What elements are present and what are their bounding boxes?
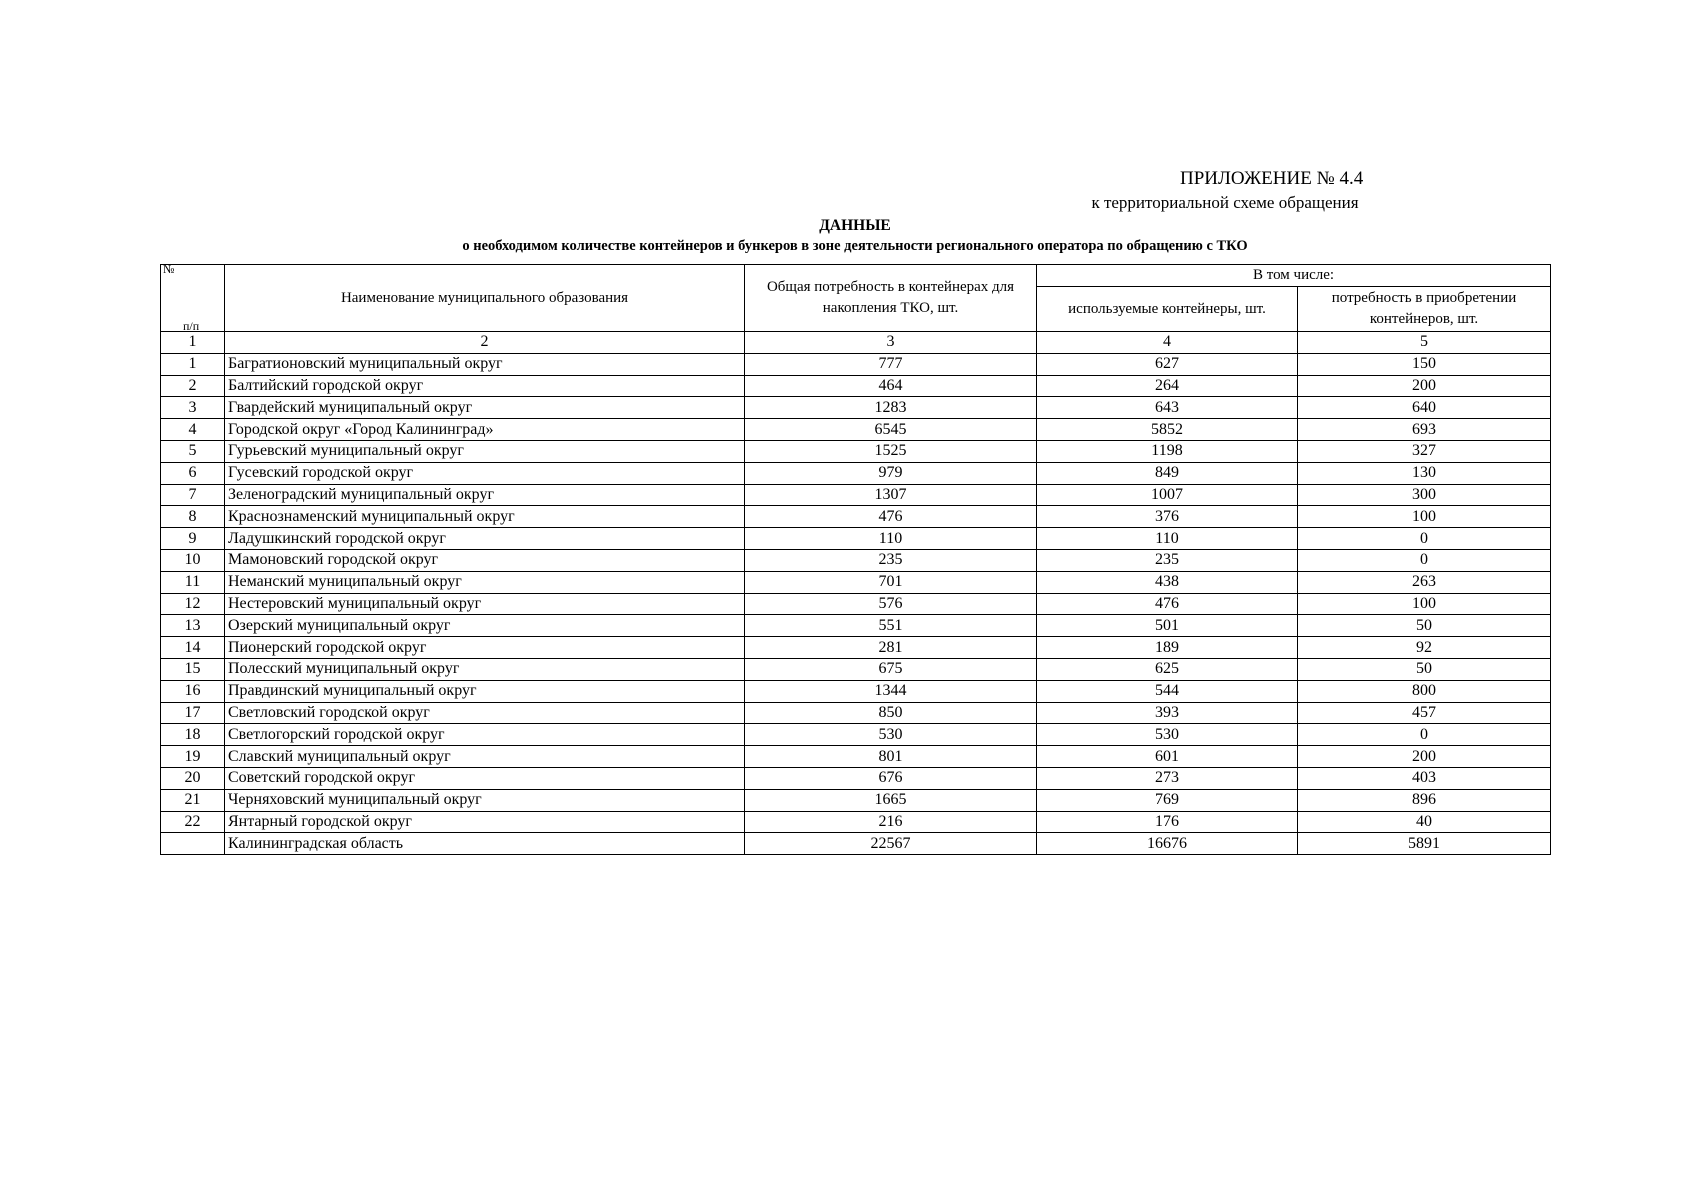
used-containers: 769 bbox=[1037, 789, 1298, 811]
municipality-name: Нестеровский муниципальный округ bbox=[225, 593, 745, 615]
header-number bbox=[161, 265, 225, 332]
total-need: 701 bbox=[745, 571, 1037, 593]
municipality-name: Городской округ «Город Калининград» bbox=[225, 419, 745, 441]
total-need: 1344 bbox=[745, 680, 1037, 702]
purchase-need: 263 bbox=[1298, 571, 1551, 593]
purchase-need: 50 bbox=[1298, 658, 1551, 680]
purchase-need: 0 bbox=[1298, 724, 1551, 746]
purchase-need: 200 bbox=[1298, 375, 1551, 397]
used-containers: 16676 bbox=[1037, 833, 1298, 855]
header-total: Общая потребность в контейнерах для накопления ТКО, шт. bbox=[745, 265, 1037, 332]
total-need: 850 bbox=[745, 702, 1037, 724]
municipality-name: Мамоновский городской округ bbox=[225, 549, 745, 571]
row-number: 16 bbox=[161, 680, 225, 702]
total-row bbox=[161, 833, 1551, 855]
used-containers: 189 bbox=[1037, 637, 1298, 659]
purchase-need: 100 bbox=[1298, 593, 1551, 615]
column-number: 4 bbox=[1037, 332, 1298, 354]
used-containers: 601 bbox=[1037, 746, 1298, 768]
row-number: 8 bbox=[161, 506, 225, 528]
table-row bbox=[161, 658, 1551, 680]
purchase-need: 40 bbox=[1298, 811, 1551, 833]
total-need: 801 bbox=[745, 746, 1037, 768]
purchase-need: 0 bbox=[1298, 528, 1551, 550]
municipality-name: Неманский муниципальный округ bbox=[225, 571, 745, 593]
table-row bbox=[161, 397, 1551, 419]
row-number: 14 bbox=[161, 637, 225, 659]
purchase-need: 403 bbox=[1298, 767, 1551, 789]
municipality-name: Балтийский городской округ bbox=[225, 375, 745, 397]
used-containers: 476 bbox=[1037, 593, 1298, 615]
table-row bbox=[161, 375, 1551, 397]
total-need: 281 bbox=[745, 637, 1037, 659]
total-need: 1307 bbox=[745, 484, 1037, 506]
table-row bbox=[161, 419, 1551, 441]
purchase-need: 92 bbox=[1298, 637, 1551, 659]
document-title: ДАННЫЕ bbox=[819, 217, 891, 234]
purchase-need: 50 bbox=[1298, 615, 1551, 637]
used-containers: 273 bbox=[1037, 767, 1298, 789]
table-row bbox=[161, 353, 1551, 375]
column-number: 2 bbox=[225, 332, 745, 354]
purchase-need: 5891 bbox=[1298, 833, 1551, 855]
row-number: 13 bbox=[161, 615, 225, 637]
purchase-need: 200 bbox=[1298, 746, 1551, 768]
table-row bbox=[161, 746, 1551, 768]
header-row-top bbox=[161, 265, 1551, 287]
table-body bbox=[161, 353, 1551, 854]
used-containers: 544 bbox=[1037, 680, 1298, 702]
purchase-need: 130 bbox=[1298, 462, 1551, 484]
used-containers: 849 bbox=[1037, 462, 1298, 484]
used-containers: 438 bbox=[1037, 571, 1298, 593]
table-row bbox=[161, 440, 1551, 462]
header-including: В том числе: bbox=[1037, 265, 1551, 287]
column-number: 3 bbox=[745, 332, 1037, 354]
purchase-need: 327 bbox=[1298, 440, 1551, 462]
municipality-name: Ладушкинский городской округ bbox=[225, 528, 745, 550]
column-number: 1 bbox=[161, 332, 225, 354]
used-containers: 5852 bbox=[1037, 419, 1298, 441]
purchase-need: 100 bbox=[1298, 506, 1551, 528]
row-number bbox=[161, 833, 225, 855]
appendix-title: ПРИЛОЖЕНИЕ № 4.4 bbox=[1180, 168, 1364, 189]
row-number: 9 bbox=[161, 528, 225, 550]
row-number: 22 bbox=[161, 811, 225, 833]
used-containers: 1007 bbox=[1037, 484, 1298, 506]
municipality-name: Багратионовский муниципальный округ bbox=[225, 353, 745, 375]
table-row bbox=[161, 724, 1551, 746]
row-number: 10 bbox=[161, 549, 225, 571]
used-containers: 627 bbox=[1037, 353, 1298, 375]
table-row bbox=[161, 702, 1551, 724]
row-number: 4 bbox=[161, 419, 225, 441]
purchase-need: 693 bbox=[1298, 419, 1551, 441]
table-row bbox=[161, 506, 1551, 528]
total-need: 6545 bbox=[745, 419, 1037, 441]
table-row bbox=[161, 615, 1551, 637]
used-containers: 376 bbox=[1037, 506, 1298, 528]
municipality-name: Правдинский муниципальный округ bbox=[225, 680, 745, 702]
purchase-need: 0 bbox=[1298, 549, 1551, 571]
purchase-need: 896 bbox=[1298, 789, 1551, 811]
used-containers: 110 bbox=[1037, 528, 1298, 550]
column-number: 5 bbox=[1298, 332, 1551, 354]
row-number: 20 bbox=[161, 767, 225, 789]
used-containers: 264 bbox=[1037, 375, 1298, 397]
total-need: 1665 bbox=[745, 789, 1037, 811]
purchase-need: 150 bbox=[1298, 353, 1551, 375]
header-number-sign: № bbox=[163, 264, 175, 276]
used-containers: 1198 bbox=[1037, 440, 1298, 462]
header-need: потребность в приобретении контейнеров, шт. bbox=[1298, 287, 1551, 332]
header-used: используемые контейнеры, шт. bbox=[1037, 287, 1298, 332]
row-number: 7 bbox=[161, 484, 225, 506]
row-number: 15 bbox=[161, 658, 225, 680]
municipality-name: Гвардейский муниципальный округ bbox=[225, 397, 745, 419]
total-need: 576 bbox=[745, 593, 1037, 615]
total-need: 551 bbox=[745, 615, 1037, 637]
row-number: 11 bbox=[161, 571, 225, 593]
row-number: 3 bbox=[161, 397, 225, 419]
municipality-name: Краснознаменский муниципальный округ bbox=[225, 506, 745, 528]
municipality-name: Полесский муниципальный округ bbox=[225, 658, 745, 680]
total-need: 979 bbox=[745, 462, 1037, 484]
municipality-name: Зеленоградский муниципальный округ bbox=[225, 484, 745, 506]
total-need: 777 bbox=[745, 353, 1037, 375]
used-containers: 393 bbox=[1037, 702, 1298, 724]
total-need: 216 bbox=[745, 811, 1037, 833]
total-need: 110 bbox=[745, 528, 1037, 550]
total-need: 676 bbox=[745, 767, 1037, 789]
row-number: 17 bbox=[161, 702, 225, 724]
used-containers: 643 bbox=[1037, 397, 1298, 419]
containers-table bbox=[160, 264, 1551, 855]
municipality-name: Гурьевский муниципальный округ bbox=[225, 440, 745, 462]
row-number: 2 bbox=[161, 375, 225, 397]
municipality-name: Пионерский городской округ bbox=[225, 637, 745, 659]
row-number: 21 bbox=[161, 789, 225, 811]
table-row bbox=[161, 767, 1551, 789]
row-number: 12 bbox=[161, 593, 225, 615]
table-row bbox=[161, 789, 1551, 811]
appendix-subtitle: к территориальной схеме обращения bbox=[1091, 193, 1359, 212]
table-row bbox=[161, 571, 1551, 593]
table-row bbox=[161, 637, 1551, 659]
purchase-need: 640 bbox=[1298, 397, 1551, 419]
table-row bbox=[161, 462, 1551, 484]
row-number: 18 bbox=[161, 724, 225, 746]
municipality-name: Светлогорский городской округ bbox=[225, 724, 745, 746]
table-row bbox=[161, 811, 1551, 833]
table-row bbox=[161, 549, 1551, 571]
purchase-need: 800 bbox=[1298, 680, 1551, 702]
municipality-name: Янтарный городской округ bbox=[225, 811, 745, 833]
row-number: 5 bbox=[161, 440, 225, 462]
municipality-name: Калининградская область bbox=[225, 833, 745, 855]
used-containers: 501 bbox=[1037, 615, 1298, 637]
used-containers: 176 bbox=[1037, 811, 1298, 833]
used-containers: 625 bbox=[1037, 658, 1298, 680]
municipality-name: Советский городской округ bbox=[225, 767, 745, 789]
municipality-name: Светловский городской округ bbox=[225, 702, 745, 724]
total-need: 476 bbox=[745, 506, 1037, 528]
header-name: Наименование муниципального образования bbox=[225, 265, 745, 332]
table-row bbox=[161, 593, 1551, 615]
total-need: 1525 bbox=[745, 440, 1037, 462]
total-need: 22567 bbox=[745, 833, 1037, 855]
total-need: 675 bbox=[745, 658, 1037, 680]
total-need: 464 bbox=[745, 375, 1037, 397]
row-number: 1 bbox=[161, 353, 225, 375]
used-containers: 530 bbox=[1037, 724, 1298, 746]
municipality-name: Гусевский городской округ bbox=[225, 462, 745, 484]
used-containers: 235 bbox=[1037, 549, 1298, 571]
municipality-name: Черняховский муниципальный округ bbox=[225, 789, 745, 811]
table-row bbox=[161, 528, 1551, 550]
purchase-need: 457 bbox=[1298, 702, 1551, 724]
column-number-row bbox=[161, 332, 1551, 354]
table-row bbox=[161, 484, 1551, 506]
municipality-name: Озерский муниципальный округ bbox=[225, 615, 745, 637]
purchase-need: 300 bbox=[1298, 484, 1551, 506]
row-number: 6 bbox=[161, 462, 225, 484]
header-number-pp: п/п bbox=[183, 319, 200, 332]
document-subtitle: о необходимом количестве контейнеров и бункеров в зоне деятельности регионального оператора по обращению с ТКО bbox=[462, 238, 1248, 254]
total-need: 530 bbox=[745, 724, 1037, 746]
row-number: 19 bbox=[161, 746, 225, 768]
table-row bbox=[161, 680, 1551, 702]
total-need: 1283 bbox=[745, 397, 1037, 419]
total-need: 235 bbox=[745, 549, 1037, 571]
municipality-name: Славский муниципальный округ bbox=[225, 746, 745, 768]
